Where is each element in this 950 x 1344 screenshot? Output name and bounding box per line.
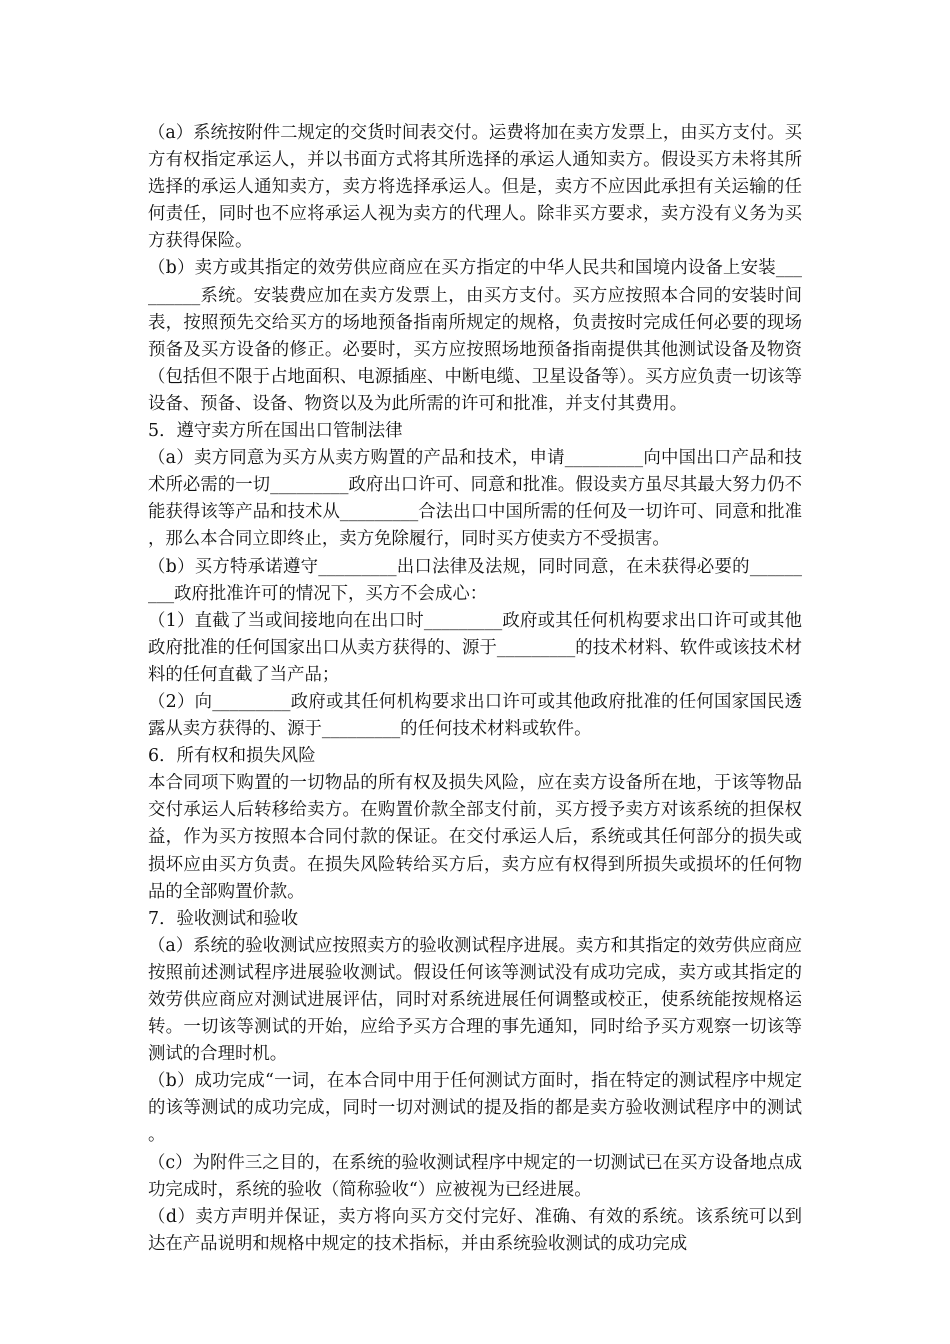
paragraph-export-compliance: （b）买方特承诺遵守_________出口法律及法规，同时同意，在未获得必要的_________政府批准许可的情况下，买方不会成心：: [148, 556, 802, 604]
paragraph-export-item-1: （1）直截了当或间接地向在出口时_________政府或其任何机构要求出口许可或其他政府批准的任何国家出口从卖方获得的、源于_________的技术材料、软件或该技术材料的任何直截了当产品；: [148, 610, 802, 685]
paragraph-acceptance-definition: （c）为附件三之目的，在系统的验收测试程序中规定的一切测试已在买方设备地点成功完成时，系统的验收（简称验收“）应被视为已经进展。: [148, 1152, 802, 1200]
paragraph-export-item-2: （2）向_________政府或其任何机构要求出口许可或其他政府批准的任何国家国民透露从卖方获得的、源于_________的任何技术材料或软件。: [148, 691, 802, 740]
section-heading-acceptance: 7．验收测试和验收: [148, 908, 299, 929]
section-heading-ownership-risk: 6．所有权和损失风险: [148, 746, 316, 767]
section-heading-export-control: 5．遵守卖方所在国出口管制法律: [148, 421, 403, 442]
paragraph-successful-completion: （b）成功完成“一词，在本合同中用于任何测试方面时，指在特定的测试程序中规定的该等测试的成功完成，同时一切对测试的提及指的都是卖方验收测试程序中的测试。: [148, 1071, 802, 1146]
paragraph-installation: （b）卖方或其指定的效劳供应商应在买方指定的中华人民共和国境内设备上安装_________系统。安装费应加在卖方发票上，由买方支付。买方应按照本合同的安装时间表，按照预先交给买方的场地预备指南所规定的规格，负责按时完成任何必要的现场预备及买方设备的修正。必要时，买方应按照场地预备指南提供其他测试设备及物资（包括但不限于占地面积、电源插座、中断电缆、卫星设备等）。买方应负责一切该等设备、预备、设备、物资以及为此所需的许可和批准，并支付其费用。: [148, 258, 802, 414]
paragraph-seller-warranty: （d）卖方声明并保证，卖方将向买方交付完好、准确、有效的系统。该系统可以到达在产品说明和规格中规定的技术指标，并由系统验收测试的成功完成: [148, 1206, 802, 1254]
paragraph-export-license: （a）卖方同意为买方从卖方购置的产品和技术，申请_________向中国出口产品和技术所必需的一切_________政府出口许可、同意和批准。假设卖方虽尽其最大努力仍不能获得该等产品和技术从_________合法出口中国所需的任何及一切许可、同意和批准，那么本合同立即终止，卖方免除履行，同时买方使卖方不受损害。: [148, 448, 802, 550]
paragraph-delivery: （a）系统按附件二规定的交货时间表交付。运费将加在卖方发票上，由买方支付。买方有权指定承运人，并以书面方式将其所选择的承运人通知卖方。假设买方未将其所选择的承运人通知卖方，卖方将选择承运人。但是，卖方不应因此承担有关运输的任何责任，同时也不应将承运人视为卖方的代理人。除非买方要求，卖方没有义务为买方获得保险。: [148, 123, 802, 252]
paragraph-ownership-risk: 本合同项下购置的一切物品的所有权及损失风险，应在卖方设备所在地，于该等物品交付承运人后转移给卖方。在购置价款全部支付前，买方授予卖方对该系统的担保权益，作为买方按照本合同付款的保证。在交付承运人后，系统或其任何部分的损失或损坏应由买方负责。在损失风险转给买方后，卖方应有权得到所损失或损坏的任何物品的全部购置价款。: [148, 773, 802, 902]
document-page: [148, 120, 802, 1258]
paragraph-acceptance-testing: （a）系统的验收测试应按照卖方的验收测试程序进展。卖方和其指定的效劳供应商应按照前述测试程序进展验收测试。假设任何该等测试没有成功完成，卖方或其指定的效劳供应商应对测试进展评估，同时对系统进展任何调整或校正，使系统能按规格运转。一切该等测试的开始，应给予买方合理的事先通知，同时给予买方观察一切该等测试的合理时机。: [148, 935, 802, 1065]
